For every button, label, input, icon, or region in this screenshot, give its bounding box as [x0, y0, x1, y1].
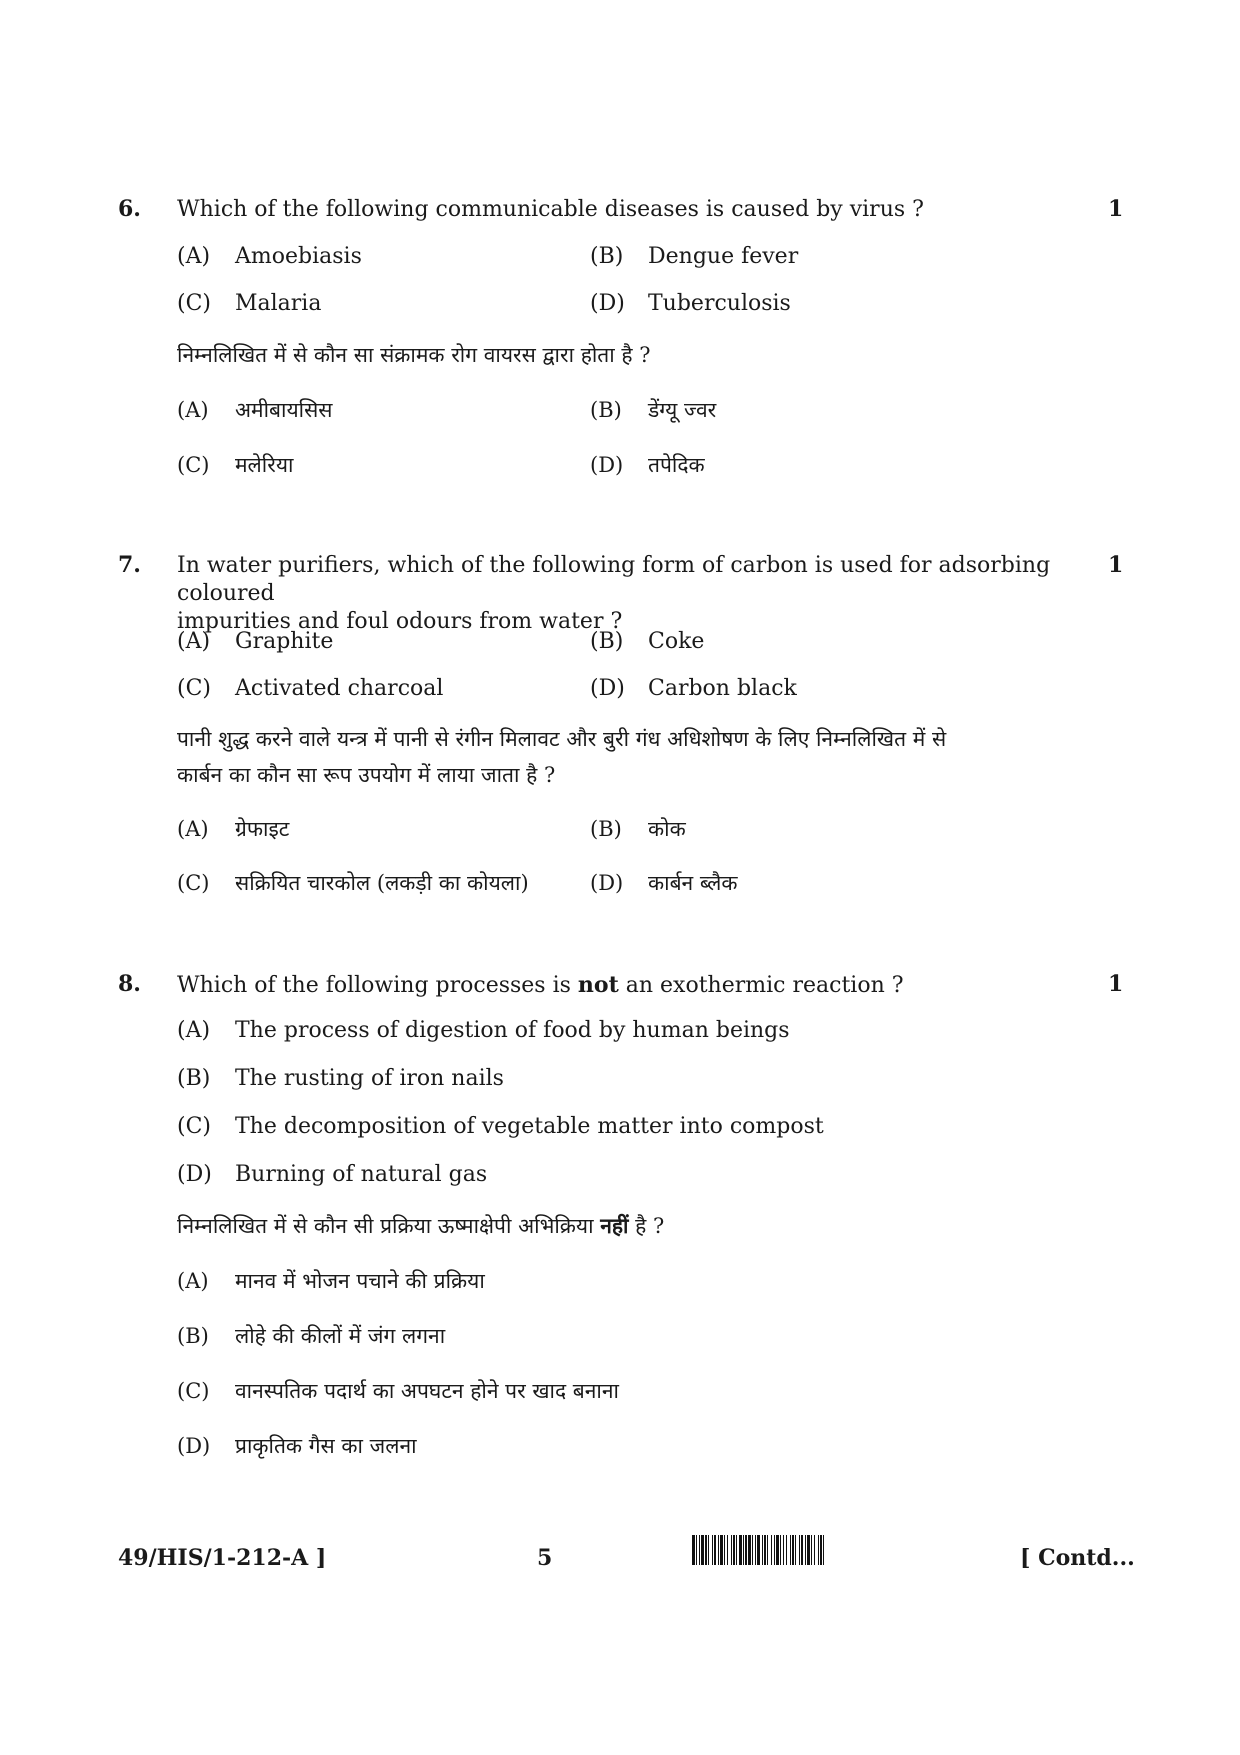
option-c-en — [177, 290, 321, 318]
option-label: (D) — [590, 676, 625, 701]
option-b-hi — [590, 815, 686, 843]
option-d-hi — [177, 1432, 417, 1460]
question-text-line: कार्बन का कौन सा रूप उपयोग में लाया जाता है ? — [177, 763, 556, 787]
option-d-hi — [590, 869, 738, 897]
question-text-part: निम्नलिखित में से कौन सी प्रक्रिया ऊष्माक्षेपी अभिक्रिया — [177, 1214, 601, 1238]
marks: 1 — [1108, 552, 1124, 578]
question-text-emphasis: नहीं — [600, 1213, 629, 1238]
marks: 1 — [1108, 971, 1124, 997]
option-text: अमीबायसिस — [235, 398, 333, 422]
option-c-hi — [177, 869, 529, 897]
option-text: The decomposition of vegetable matter into compost — [235, 1114, 824, 1139]
option-text: मानव में भोजन पचाने की प्रक्रिया — [235, 1269, 485, 1293]
barcode-bar — [824, 1535, 827, 1565]
question-text-hi: निम्नलिखित में से कौन सा संक्रामक रोग वायरस द्वारा होता है ? — [177, 343, 651, 367]
option-label: (B) — [590, 398, 622, 422]
question-text-hi — [177, 1208, 1077, 1244]
option-c-hi — [177, 1377, 619, 1405]
option-label: (C) — [177, 1114, 211, 1139]
option-label: (C) — [177, 676, 211, 701]
option-text: मलेरिया — [235, 453, 294, 477]
option-text: Coke — [648, 629, 705, 654]
option-label: (D) — [590, 453, 624, 477]
option-text: Activated charcoal — [235, 676, 444, 701]
option-text: कोक — [648, 817, 686, 841]
option-label: (A) — [177, 244, 211, 269]
option-label: (A) — [177, 629, 211, 654]
option-label: (D) — [590, 291, 625, 316]
option-text: Graphite — [235, 629, 334, 654]
option-text: Amoebiasis — [235, 244, 362, 269]
question-text-line: In water purifiers, which of the following form of carbon is used for adsorbing coloured — [177, 553, 1051, 606]
option-a-hi — [177, 1267, 485, 1295]
question-text-line: impurities and foul odours from water ? — [177, 609, 623, 634]
option-c-en — [177, 1113, 824, 1141]
question-text-part: Which of the following processes is — [177, 973, 578, 998]
option-label: (A) — [177, 1269, 209, 1293]
option-d-en — [590, 675, 797, 703]
option-text: Carbon black — [648, 676, 797, 701]
question-text-part: है ? — [628, 1214, 665, 1238]
option-label: (B) — [177, 1066, 211, 1091]
option-label: (A) — [177, 1018, 211, 1043]
continued-label: [ Contd... — [1020, 1545, 1135, 1571]
question-text-part: an exothermic reaction ? — [618, 973, 904, 998]
question-text-en — [177, 552, 1077, 636]
option-d-hi — [590, 451, 705, 479]
option-text: सक्रियित चारकोल (लकड़ी का कोयला) — [235, 871, 529, 895]
page-number: 5 — [537, 1545, 553, 1571]
option-text: लोहे की कीलों में जंग लगना — [235, 1324, 446, 1348]
option-text: कार्बन ब्लैक — [648, 871, 738, 895]
option-label: (D) — [177, 1434, 211, 1458]
option-text: तपेदिक — [648, 453, 705, 477]
option-c-hi — [177, 451, 293, 479]
option-b-en — [590, 243, 798, 271]
option-a-en — [177, 1017, 790, 1045]
option-text: Tuberculosis — [648, 291, 791, 316]
option-label: (B) — [177, 1324, 209, 1348]
option-d-en — [177, 1161, 487, 1189]
option-text: वानस्पतिक पदार्थ का अपघटन होने पर खाद बनाना — [235, 1379, 619, 1403]
option-text: The process of digestion of food by human beings — [235, 1018, 790, 1043]
question-text-line: पानी शुद्ध करने वाले यन्त्र में पानी से रंगीन मिलावट और बुरी गंध अधिशोषण के लिए निम्नलिखित में से — [177, 727, 947, 751]
option-d-en — [590, 290, 791, 318]
marks: 1 — [1108, 196, 1124, 222]
option-text: The rusting of iron nails — [235, 1066, 504, 1091]
option-text: डेंग्यू ज्वर — [648, 398, 717, 422]
option-a-hi — [177, 396, 332, 424]
option-label: (C) — [177, 291, 211, 316]
option-label: (D) — [177, 1162, 212, 1187]
question-text-hi — [177, 721, 1077, 793]
option-text: Malaria — [235, 291, 322, 316]
question-number: 8. — [118, 971, 141, 997]
option-b-hi — [177, 1322, 445, 1350]
option-label: (D) — [590, 871, 624, 895]
option-label: (C) — [177, 871, 210, 895]
barcode-image — [692, 1535, 1010, 1565]
option-a-en — [177, 628, 333, 656]
option-label: (C) — [177, 1379, 210, 1403]
option-text: Burning of natural gas — [235, 1162, 488, 1187]
option-label: (B) — [590, 817, 622, 841]
question-number: 6. — [118, 196, 141, 222]
option-a-en — [177, 243, 362, 271]
option-text: Dengue fever — [648, 244, 799, 269]
question-text-emphasis: not — [577, 972, 619, 998]
option-label: (B) — [590, 244, 624, 269]
option-label: (A) — [177, 398, 209, 422]
option-text: प्राकृतिक गैस का जलना — [235, 1434, 417, 1458]
option-label: (C) — [177, 453, 210, 477]
question-number: 7. — [118, 552, 141, 578]
option-b-hi — [590, 396, 716, 424]
option-c-en — [177, 675, 443, 703]
option-a-hi — [177, 815, 289, 843]
option-label: (A) — [177, 817, 209, 841]
option-label: (B) — [590, 629, 624, 654]
question-text-en: Which of the following communicable diseases is caused by virus ? — [177, 197, 924, 222]
paper-code: 49/HIS/1-212-A ] — [118, 1545, 327, 1571]
option-b-en — [177, 1065, 504, 1093]
option-b-en — [590, 628, 704, 656]
question-text-en — [177, 971, 1077, 1000]
option-text: ग्रेफाइट — [235, 817, 290, 841]
